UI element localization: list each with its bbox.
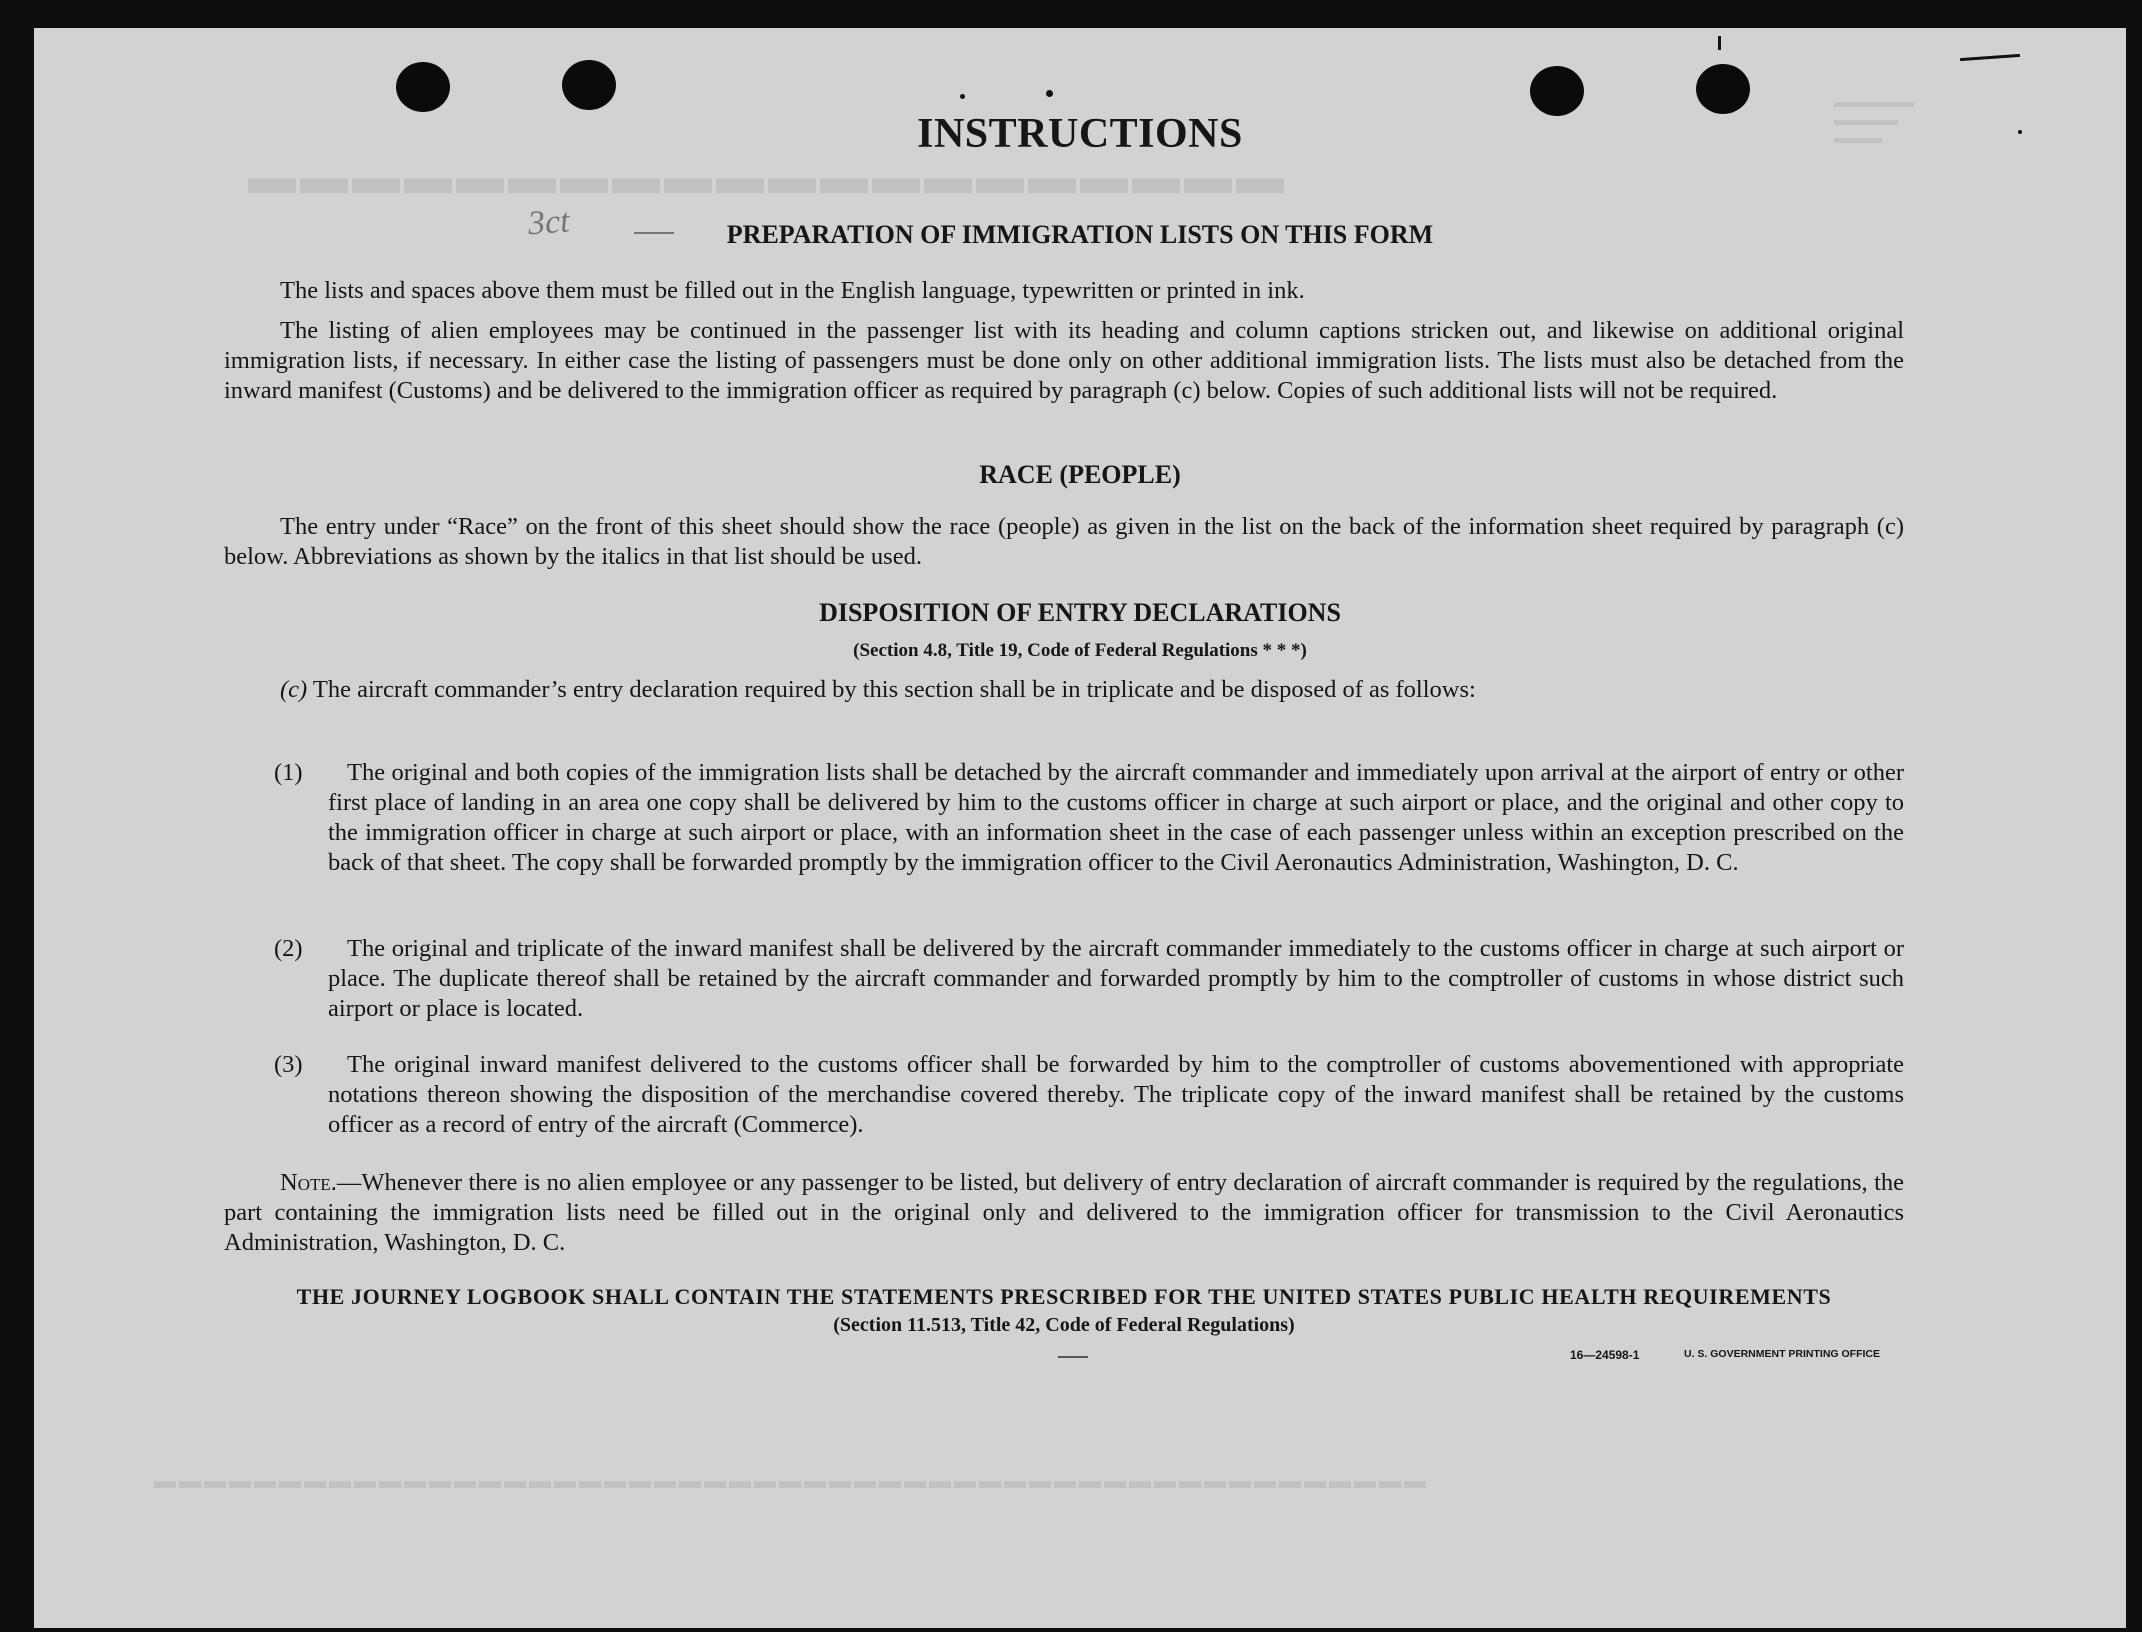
- scan-speck: [1718, 36, 1721, 50]
- handwritten-mark: 3ct: [526, 202, 571, 243]
- disposition-item: [224, 1050, 1904, 1140]
- punch-hole: [1696, 64, 1750, 114]
- clause-label: (c): [280, 676, 308, 703]
- disposition-item: [224, 758, 1904, 878]
- punch-hole: [1530, 66, 1584, 116]
- item-number: (1): [274, 759, 303, 786]
- paragraph-alien-employees: The listing of alien employees may be continued in the passenger list with its heading and column captions stricken out, and likewise on additional original immigration lists, if necessary. In either case the listing of passengers must be done only on other additional immigration lists. The lists must also be detached from the inward manifest (Customs) and be delivered to the immigration officer as required by paragraph (c) below. Copies of such additional lists will not be required.: [224, 317, 1904, 404]
- health-requirements-line: THE JOURNEY LOGBOOK SHALL CONTAIN THE STATEMENTS PRESCRIBED FOR THE UNITED STATES PUBLIC HEALTH REQUIREMENTS: [296, 1284, 1832, 1309]
- paragraph-note: [224, 1168, 1904, 1258]
- scan-speck: [2018, 130, 2022, 134]
- health-citation: (Section 11.513, Title 42, Code of Federal Regulations): [833, 1314, 1295, 1336]
- paragraph-disposition-intro: [224, 675, 1904, 705]
- item-text: The original inward manifest delivered to the customs officer shall be forwarded by him to the comptroller of customs abovementioned with appropriate notations thereon showing the disposition of the merchandise covered thereby. The triplicate copy of the inward manifest shall be retained by the customs officer as a record of entry of the aircraft (Commerce).: [328, 1051, 1904, 1138]
- form-number: 16—24598-1: [1570, 1348, 1640, 1362]
- scan-speck: [1046, 90, 1053, 97]
- paragraph-race: The entry under “Race” on the front of this sheet should show the race (people) as given in the list on the back of the information sheet required by paragraph (c) below. Abbreviations as shown by the italics in that list should be used.: [224, 513, 1904, 570]
- page-title: INSTRUCTIONS: [917, 111, 1243, 157]
- scan-speck: [1058, 1356, 1088, 1358]
- paragraph-english-language: The lists and spaces above them must be filled out in the English language, typewritten or printed in ink.: [280, 277, 1305, 304]
- printer-imprint: U. S. GOVERNMENT PRINTING OFFICE: [1684, 1348, 1881, 1360]
- bleed-through-artifact: ▬▬▬▬▬▬▬▬▬▬▬▬▬▬▬▬▬▬▬▬: [244, 151, 1284, 204]
- clause-text: The aircraft commander’s entry declaration required by this section shall be in triplicate and be disposed of as follows:: [312, 676, 1476, 703]
- bleed-through-artifact: ▬▬▬▬▬▬▬▬▬▬▬▬▬▬▬▬▬▬▬▬▬▬▬▬▬▬▬▬▬▬▬▬▬▬▬▬▬▬▬▬▬▬▬▬▬▬▬▬▬▬▬: [154, 1468, 1429, 1493]
- corner-curl-mark: [1960, 54, 2020, 61]
- section-heading-disposition: DISPOSITION OF ENTRY DECLARATIONS: [819, 598, 1341, 627]
- section-heading-preparation: PREPARATION OF IMMIGRATION LISTS ON THIS FORM: [726, 220, 1434, 249]
- bleed-through-artifact: ▬▬▬▬▬ ▬▬▬▬ ▬▬▬: [1834, 94, 1914, 147]
- disposition-item: [224, 934, 1904, 1024]
- disposition-citation: (Section 4.8, Title 19, Code of Federal Regulations * * *): [853, 640, 1307, 661]
- item-number: (3): [274, 1051, 303, 1078]
- punch-hole: [562, 60, 616, 110]
- punch-hole: [396, 62, 450, 112]
- note-label: Note.: [280, 1169, 337, 1196]
- item-number: (2): [274, 935, 303, 962]
- item-text: The original and triplicate of the inward manifest shall be delivered by the aircraft commander immediately to the customs officer in charge at such airport or place. The duplicate thereof shall be retained by the aircraft commander and forwarded promptly by him to the comptroller of customs in whose district such airport or place is located.: [328, 935, 1904, 1022]
- item-text: The original and both copies of the immigration lists shall be detached by the aircraft commander and immediately upon arrival at the airport of entry or other first place of landing in an area one copy shall be delivered by him to the customs officer in charge at such airport or place, and the original and other copy to the immigration officer in charge at such airport or place, with an information sheet in the case of each passenger unless within an exception prescribed on the back of that sheet. The copy shall be forwarded promptly by the immigration officer to the Civil Aeronautics Administration, Washington, D. C.: [328, 759, 1904, 876]
- scan-speck: [960, 94, 965, 99]
- section-heading-race: RACE (PEOPLE): [979, 460, 1181, 489]
- document-sheet: [34, 28, 2126, 1628]
- note-text: —Whenever there is no alien employee or any passenger to be listed, but delivery of entry declaration of aircraft commander is required by the regulations, the part containing the immigration lists need be filled out in the original only and delivered to the immigration officer for transmission to the Civil Aeronautics Administration, Washington, D. C.: [224, 1169, 1904, 1256]
